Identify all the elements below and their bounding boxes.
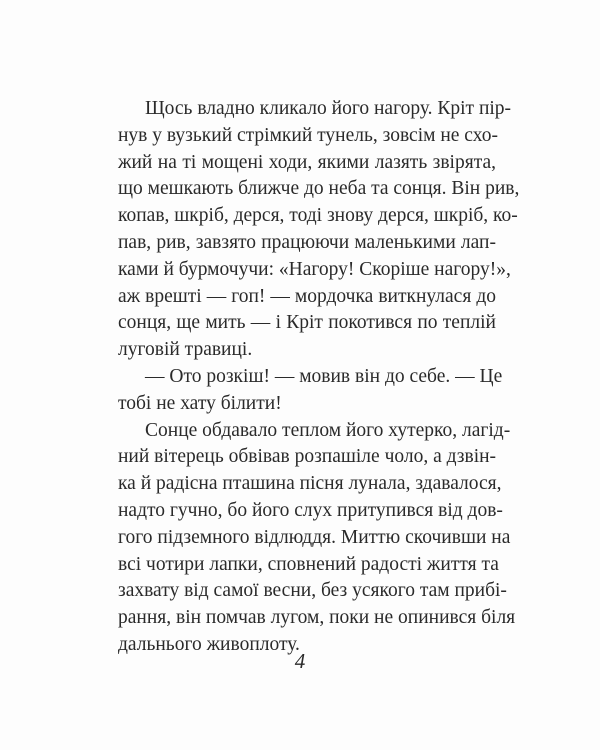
text-line: сонця, ще мить — і Кріт покотився по теплій: [118, 312, 496, 334]
text-line: надто гучно, бо його слух притупився від дов-: [118, 499, 503, 521]
text-line: луговій травиці.: [118, 339, 253, 361]
text-line: дальнього живоплоту.: [118, 633, 300, 655]
text-line: тобі не хату білити!: [118, 392, 282, 414]
text-line: ка й радісна пташина пісня лунала, здавалося,: [118, 473, 502, 495]
text-line: ками й бурмочучи: «Нагору! Скоріше нагору!»,: [118, 258, 511, 280]
body-text: [118, 96, 520, 659]
page-number: 4: [294, 649, 306, 673]
text-line: гого підземного відлюддя. Миттю скочивши на: [118, 526, 511, 548]
text-line: ний вітерець обвівав розпашіле чоло, а дзвін-: [118, 446, 497, 468]
paragraph-3: [118, 418, 516, 659]
text-line: що мешкають ближче до неба та сонця. Він рив,: [118, 178, 520, 200]
text-line: всі чотири лапки, сповнений радості життя та: [118, 553, 499, 575]
text-line: — Ото розкіш! — мовив він до себе. — Це: [145, 365, 503, 387]
text-line: аж врешті — гоп! — мордочка виткнулася до: [118, 285, 496, 307]
paragraph-1: [118, 96, 520, 364]
text-line: Сонце обдавало теплом його хутерко, лагід-: [145, 419, 511, 441]
text-line: захвату від самої весни, без усякого там прибі-: [118, 580, 507, 602]
text-line: жий на ті мощені ходи, якими лазять звірята,: [118, 151, 496, 173]
text-line: копав, шкріб, дерся, тоді знову дерся, шкріб, ко-: [118, 205, 518, 227]
text-line: пав, рив, завзято працюючи маленькими лап-: [118, 231, 496, 253]
text-line: Щось владно кликало його нагору. Кріт пір-: [145, 98, 512, 119]
text-line: рання, він помчав лугом, поки не опинився біля: [118, 607, 516, 629]
paragraph-2: [118, 364, 503, 418]
text-line: нув у вузький стрімкий тунель, зовсім не схо-: [118, 124, 498, 146]
